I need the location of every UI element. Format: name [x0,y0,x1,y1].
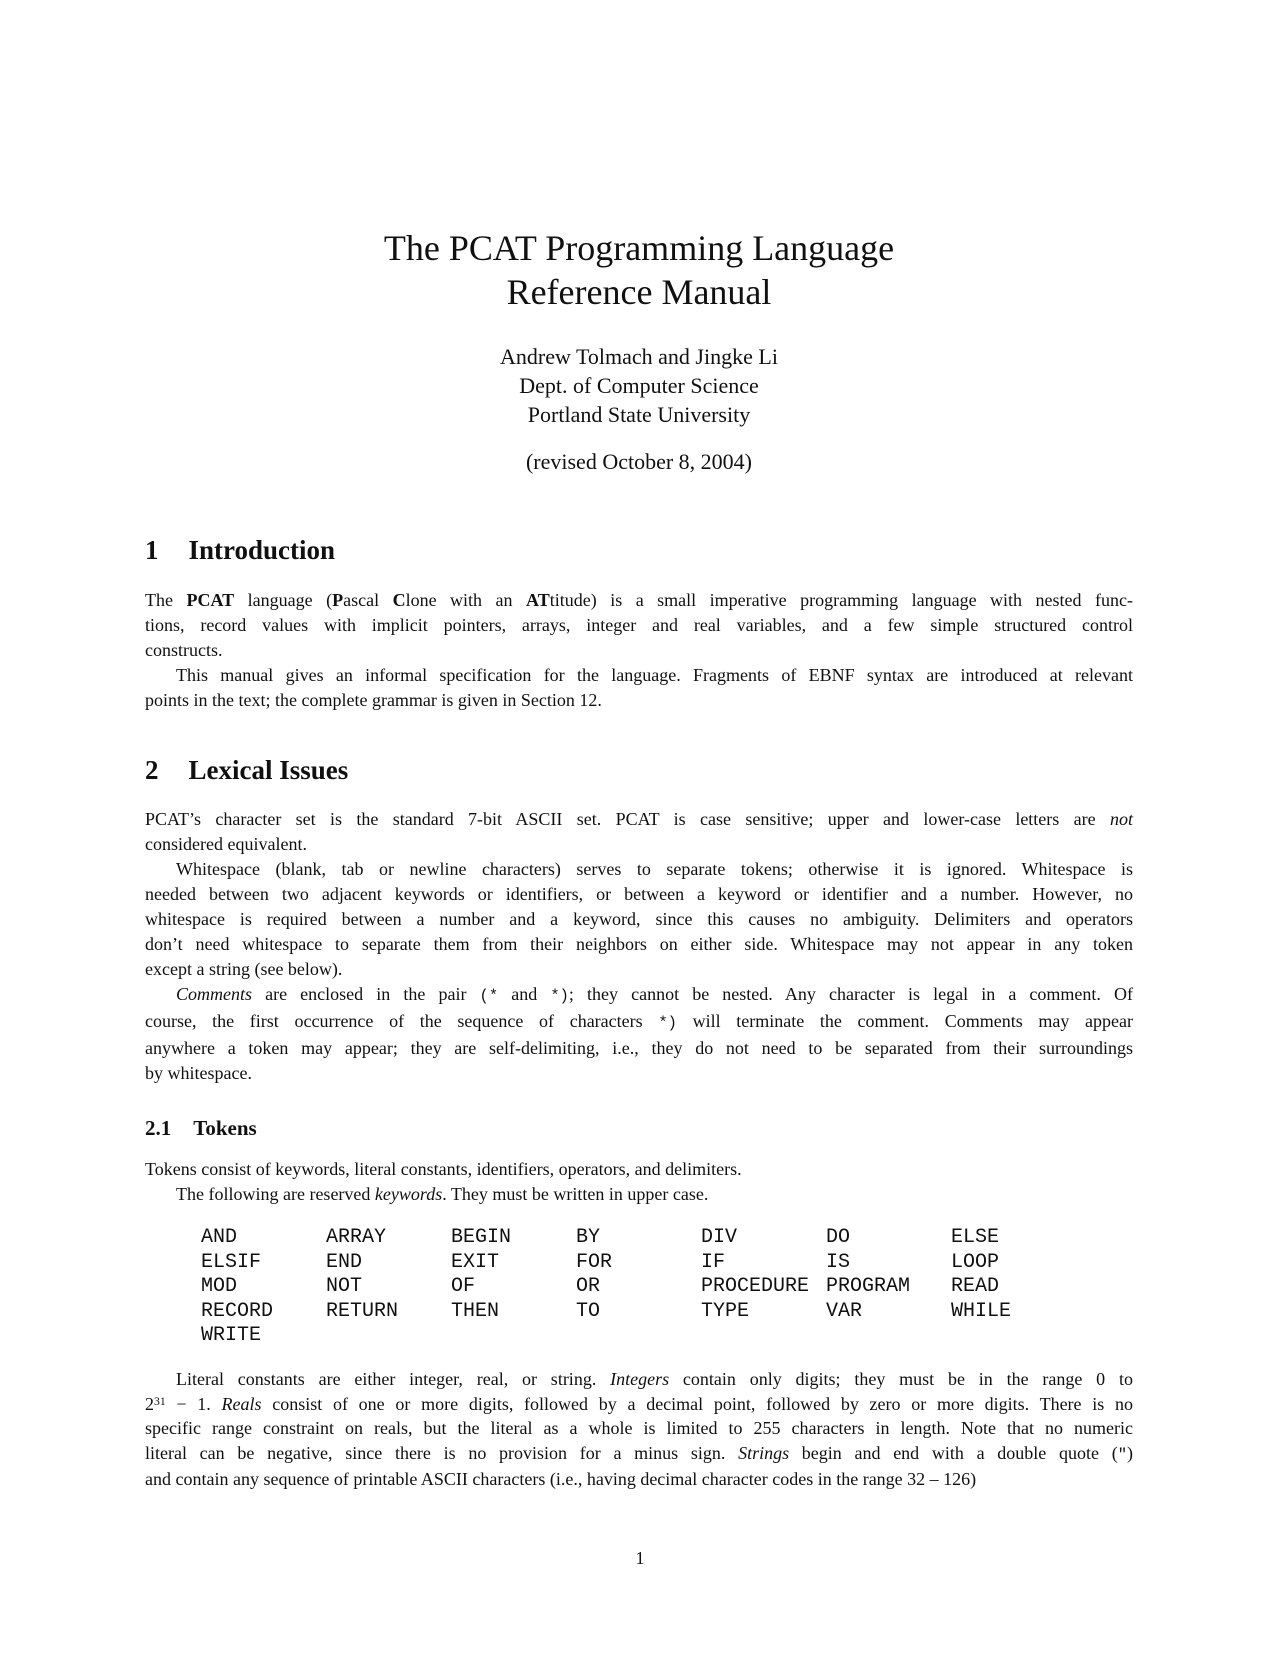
keywords-row [201,1324,1076,1349]
author-block [145,342,1133,429]
keyword: RECORD [201,1299,274,1323]
text-line: PCAT’s character set is the standard 7-bit ASCII set. PCAT is case sensitive; upper and lower-case letters are not [145,809,1133,829]
keyword: BEGIN [451,1226,512,1249]
keyword: PROCEDURE [701,1275,810,1298]
keyword: IF [701,1250,726,1274]
keyword: EXIT [451,1250,500,1274]
text-line: Tokens consist of keywords, literal constants, identifiers, operators, and delimiters. [145,1159,742,1179]
text-line: by whitespace. [145,1063,252,1083]
keyword: DIV [701,1226,738,1249]
keyword: WHILE [951,1299,1012,1323]
subsection-heading-tokens [145,1112,1133,1144]
keyword: OF [451,1275,476,1298]
keyword: PROGRAM [826,1275,911,1298]
keyword: WRITE [201,1324,262,1347]
keywords-row [201,1275,1076,1300]
author-university: Portland State University [527,402,751,427]
keywords-row [201,1251,1076,1276]
text-line: This manual gives an informal specification for the language. Fragments of EBNF syntax are introduced at relevant [176,665,1133,685]
text-line: and contain any sequence of printable ASCII characters (i.e., having decimal character codes in the range 32 – 126) [145,1469,977,1489]
lexical-issues-text [145,807,1133,1086]
section-number: 1 [145,535,159,565]
text-line: The PCAT language (Pascal Clone with an ATtitude) is a small imperative programming language with nested func- [145,590,1134,610]
keyword: ELSIF [201,1250,262,1274]
tokens-intro-text [145,1157,1133,1207]
text-line: Literal constants are either integer, real, or string. Integers contain only digits; they must be in the range 0 to [176,1369,1133,1389]
keyword: AND [201,1226,238,1249]
page-number: 1 [635,1548,645,1568]
keyword: TYPE [701,1299,750,1323]
text-line: anywhere a token may appear; they are self-delimiting, i.e., they do not need to be separated from their surroundings [145,1038,1133,1058]
keyword: TO [576,1299,601,1323]
keyword: MOD [201,1275,238,1298]
keyword: VAR [826,1299,863,1323]
title-line-1: The PCAT Programming Language [383,228,895,268]
author-names: Andrew Tolmach and Jingke Li [500,344,778,369]
keyword: READ [951,1275,1000,1298]
keyword: LOOP [951,1250,1000,1274]
keyword: FOR [576,1250,613,1274]
introduction-text [145,588,1133,713]
subsection-title: Tokens [193,1116,257,1140]
section-heading-lexical-issues [145,753,1133,787]
keyword: BY [576,1226,601,1249]
keyword: RETURN [326,1299,399,1323]
text-line: Whitespace (blank, tab or newline characters) serves to separate tokens; otherwise it is ignored. Whitespace is [176,859,1133,879]
section-title: Introduction [188,535,336,565]
text-line: constructs. [145,640,223,660]
text-line: The following are reserved keywords. They must be written in upper case. [176,1184,709,1204]
document-title [145,226,1133,314]
section-number: 2 [145,755,159,785]
keyword: OR [576,1275,601,1298]
text-line: $2^{31} - 1$. Reals consist of one or more digits, followed by a decimal point, followed by zero or more digits. There is no [145,1393,1133,1414]
text-line: specific range constraint on reals, but the literal as a whole is limited to 255 characters in length. Note that no numeric [145,1418,1133,1438]
text-line: points in the text; the complete grammar is given in Section 12. [145,690,602,710]
keyword: DO [826,1226,851,1249]
text-line: whitespace is required between a number and a keyword, since this causes no ambiguity. Delimiters and operators [145,909,1133,929]
keywords-row [201,1300,1076,1325]
text-line: tions, record values with implicit pointers, arrays, integer and real variables, and a few simple structured control [145,615,1133,635]
title-line-2: Reference Manual [506,272,772,312]
section-heading-introduction [145,533,1133,567]
text-line: needed between two adjacent keywords or identifiers, or between a keyword or identifier and a number. However, no [145,884,1133,904]
keyword: IS [826,1250,851,1274]
text-line: except a string (see below). [145,959,343,979]
keyword: ARRAY [326,1226,387,1249]
keywords-table [201,1226,1076,1349]
text-line: course, the first occurrence of the sequence of characters *) will terminate the comment. Comments may appear [145,1011,1133,1032]
literal-constants-text [145,1367,1133,1492]
keyword: ELSE [951,1226,1000,1249]
subsection-number: 2.1 [145,1116,172,1140]
keyword: NOT [326,1275,363,1298]
section-title: Lexical Issues [188,755,349,785]
keyword: END [326,1250,363,1274]
keyword: THEN [451,1299,500,1323]
text-line: don’t need whitespace to separate them from their neighbors on either side. Whitespace may not appear in any token [145,934,1133,954]
keywords-row [201,1226,1076,1251]
revision-note: (revised October 8, 2004) [525,449,753,474]
text-line: Comments are enclosed in the pair (* and *); they cannot be nested. Any character is legal in a comment. Of [176,984,1133,1005]
author-department: Dept. of Computer Science [519,373,759,398]
text-line: literal can be negative, since there is no provision for a minus sign. Strings begin and end with a double quote (") [145,1442,1133,1464]
text-line: considered equivalent. [145,834,307,854]
